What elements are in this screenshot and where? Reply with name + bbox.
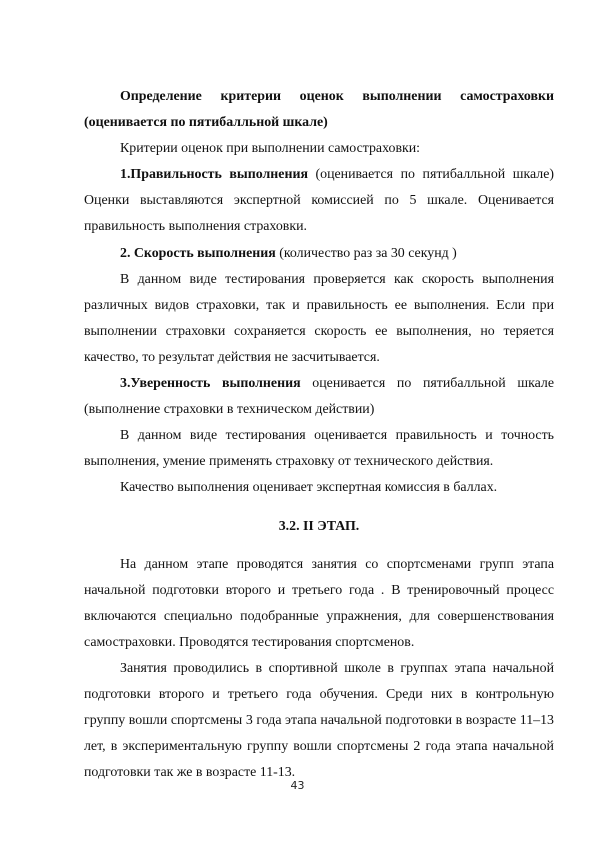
criterion-1: [84, 162, 554, 240]
criterion-3-text: оценивается по пятибалльной шкале (выполнение страховки в техническом действии): [84, 376, 554, 418]
criterion-2: [84, 241, 554, 267]
section-title: 3.2. II ЭТАП.: [278, 518, 360, 534]
criterion-1-title: 1.Правильность выполнения: [120, 167, 308, 183]
paragraph-stage-1: На данном этапе проводятся занятия со спортсменами групп этапа начальной подготовки второго и третьего года . В тренировочный процесс включаются специально подобранные упражнения, для совершенствования самостраховки. Проводятся тестирования спортсменов.: [84, 556, 554, 650]
criteria-intro: Критерии оценок при выполнении самостраховки:: [120, 141, 421, 157]
paragraph-quality: Качество выполнения оценивает экспертная комиссия в баллах.: [120, 480, 498, 496]
criterion-1-text: (оценивается по пятибалльной шкале) Оценки выставляются экспертной комиссией по 5 шкале. Оценивается правильность выполнения страховки.: [84, 167, 555, 235]
criterion-3: [84, 371, 554, 423]
page-number: 43: [290, 779, 305, 792]
paragraph-confidence: В данном виде тестирования оценивается правильность и точность выполнения, умение применять страховку от технического действия.: [84, 428, 554, 470]
criterion-2-title: 2. Скорость выполнения: [120, 245, 276, 261]
paragraph-speed: В данном виде тестирования проверяется как скорость выполнения различных видов страховки, так и правильность ее выполнения. Если при выполнении страховки сохраняется скорость ее выполнения, но теряется качество, то результат действия не засчитывается.: [84, 271, 554, 365]
paragraph-stage-2: Занятия проводились в спортивной школе в группах этапа начальной подготовки второго и третьего года обучения. Среди них в контрольную группу вошли спортсмены 3 года этапа начальной подготовки в возрасте 11–13 лет, в экспериментальную группу вошли спортсмены 2 года этапа начальной подготовки так же в возрасте 11-13.: [84, 660, 554, 781]
criterion-2-text: (количество раз за 30 секунд ): [275, 245, 457, 261]
criterion-3-title: 3.Уверенность выполнения: [120, 376, 301, 392]
heading-line-2: (оценивается по пятибалльной шкале): [84, 115, 328, 131]
heading-line-1: Определение критерии оценок выполнении самостраховки: [120, 89, 554, 104]
document-page: [84, 84, 554, 786]
